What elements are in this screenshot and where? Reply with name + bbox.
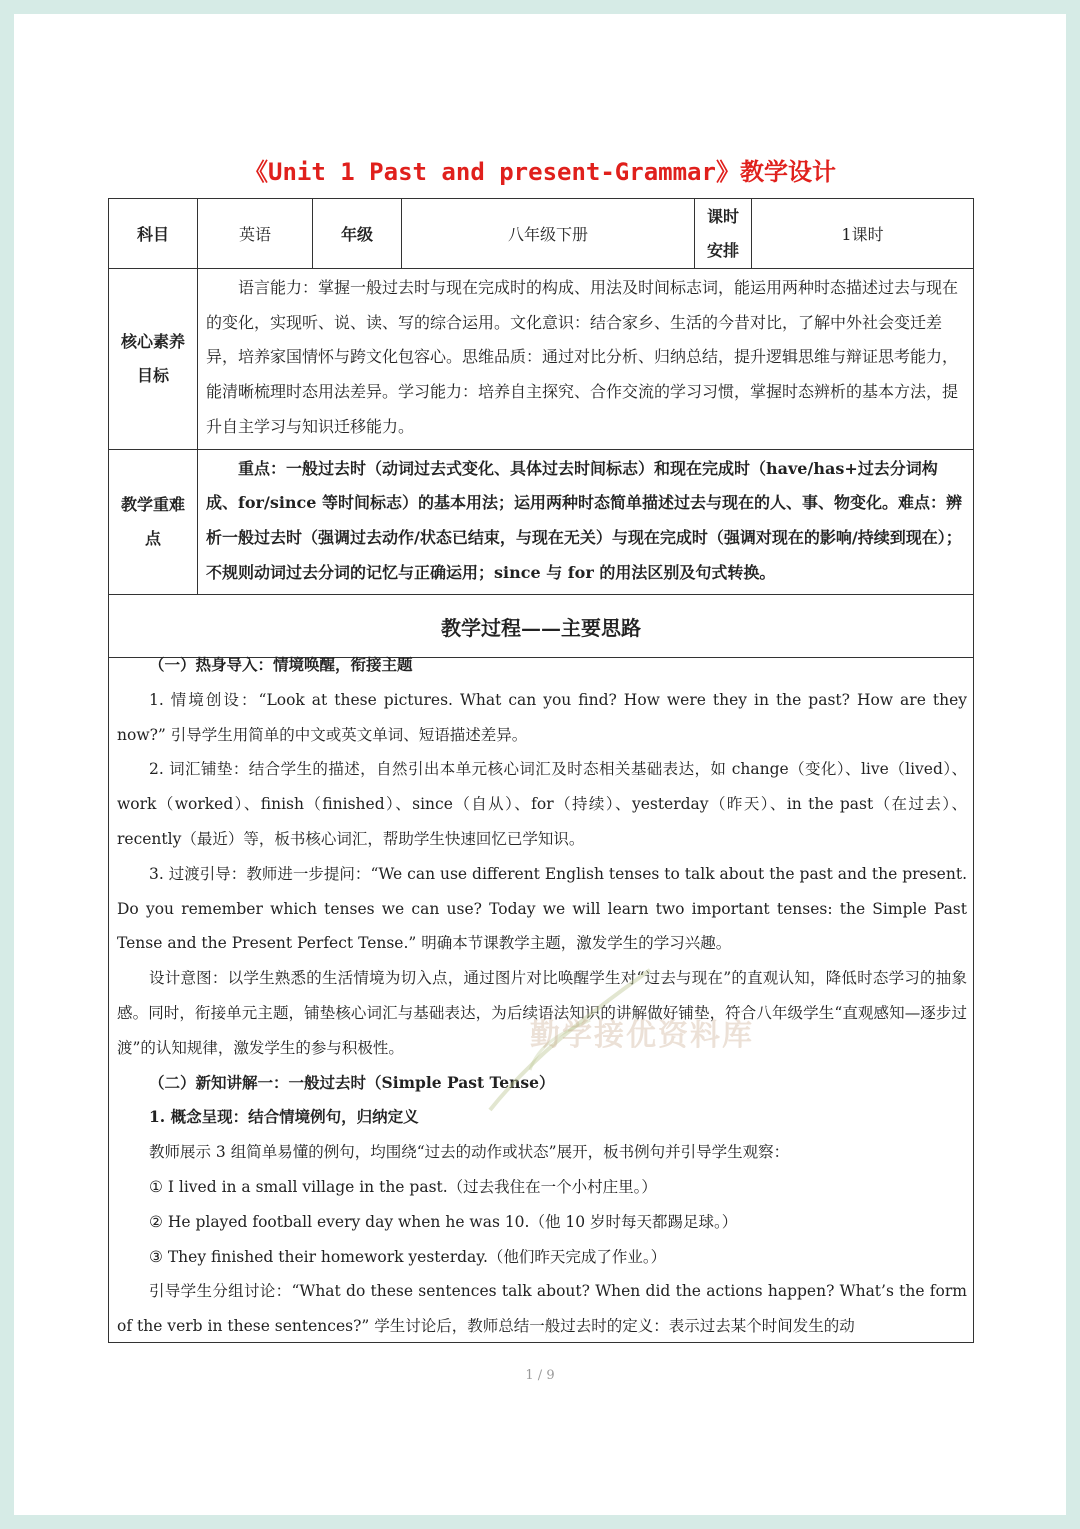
section-2-subheading: 1. 概念呈现：结合情境例句，归纳定义 bbox=[149, 1107, 419, 1127]
section-2-heading: （二）新知讲解一：一般过去时（Simple Past Tense） bbox=[149, 1072, 555, 1092]
core-label bbox=[109, 269, 198, 450]
example-3: ③ They finished their homework yesterday.（他们昨天完成了作业。） bbox=[149, 1247, 667, 1266]
key-label-line-2: 点 bbox=[144, 528, 161, 548]
watermark-text: 勤学接优资料库 bbox=[530, 1018, 754, 1053]
grade-label: 年级 bbox=[313, 199, 402, 269]
paragraph-2: 2. 词汇铺垫：结合学生的描述，自然引出本单元核心词汇及时态相关基础表达，如 change（变化）、live（lived）、work（worked）、finish（finished）、since（自从）、for（持续）、yesterday（昨天）、in the past（在过去）、recently（最近）等，板书核心词汇，帮助学生快速回忆已学知识。 bbox=[117, 760, 967, 848]
section-1-heading: （一）热身导入：情境唤醒，衔接主题 bbox=[149, 655, 413, 674]
period-value: 1课时 bbox=[752, 199, 974, 269]
subject-value: 英语 bbox=[198, 199, 313, 269]
example-2: ② He played football every day when he was 10.（他 10 岁时每天都踢足球。） bbox=[149, 1212, 738, 1231]
grade-value: 八年级下册 bbox=[402, 199, 695, 269]
core-label-line-2: 目标 bbox=[136, 365, 169, 385]
example-1: ① I lived in a small village in the past.（过去我住在一个小村庄里。） bbox=[149, 1177, 657, 1196]
period-label bbox=[695, 199, 752, 269]
page-number: 1 / 9 bbox=[525, 1368, 555, 1383]
paragraph-1: 1. 情境创设：“Look at these pictures. What can you find? How were they in the past? How are they now?” 引导学生用简单的中文或英文单词、短语描述差异。 bbox=[117, 690, 967, 744]
document-title: 《Unit 1 Past and present-Grammar》教学设计 bbox=[244, 158, 836, 186]
core-label-line-1: 核心素养 bbox=[120, 331, 185, 351]
design-intent: 设计意图：以学生熟悉的生活情境为切入点，通过图片对比唤醒学生对“过去与现在”的直观认知，降低时态学习的抽象感。同时，衔接单元主题，铺垫核心词汇与基础表达，为后续语法知识的讲解做好铺垫，符合八年级学生“直观感知—逐步过渡”的认知规律，激发学生的参与积极性。 bbox=[117, 969, 967, 1057]
period-label-line-1: 课时 bbox=[706, 206, 739, 226]
subject-label: 科目 bbox=[109, 199, 198, 269]
key-points-label bbox=[109, 449, 198, 595]
process-title: 教学过程——主要思路 bbox=[109, 595, 974, 658]
paragraph-5: 教师展示 3 组简单易懂的例句，均围绕“过去的动作或状态”展开，板书例句并引导学生观察： bbox=[149, 1143, 790, 1162]
paragraph-3: 3. 过渡引导：教师进一步提问：“We can use different English tenses to talk about the past and the present. Do you remember which tenses we can use? Today we will learn two important tenses: the Simple Past Tense and the Present Perfect Tense.” 明确本节课教学主题，激发学生的学习兴趣。 bbox=[117, 864, 967, 953]
period-label-line-2: 安排 bbox=[706, 240, 739, 260]
key-points-text: 重点：一般过去时（动词过去式变化、具体过去时间标志）和现在完成时（have/has+过去分词构成、for/since 等时间标志）的基本用法；运用两种时态简单描述过去与现在的人、事、物变化。难点：辨析一般过去时（强调过去动作/状态已结束，与现在无关）与现在完成时（强调对现在的影响/持续到现在）；不规则动词过去分词的记忆与正确运用；since 与 for 的用法区别及句式转换。 bbox=[198, 449, 974, 595]
core-objectives-text: 语言能力：掌握一般过去时与现在完成时的构成、用法及时间标志词，能运用两种时态描述过去与现在的变化，实现听、说、读、写的综合运用。文化意识：结合家乡、生活的今昔对比，了解中外社会变迁差异，培养家国情怀与跨文化包容心。思维品质：通过对比分析、归纳总结，提升逻辑思维与辩证思考能力，能清晰梳理时态用法差异。学习能力：培养自主探究、合作交流的学习习惯，掌握时态辨析的基本方法，提升自主学习与知识迁移能力。 bbox=[198, 269, 974, 450]
paragraph-6: 引导学生分组讨论：“What do these sentences talk about? When did the actions happen? What’s the form of the verb in these sentences?” 学生讨论后，教师总结一般过去时的定义：表示过去某个时间发生的动 bbox=[117, 1282, 967, 1336]
lesson-info-table bbox=[108, 198, 974, 658]
key-label-line-1: 教学重难 bbox=[120, 494, 185, 514]
